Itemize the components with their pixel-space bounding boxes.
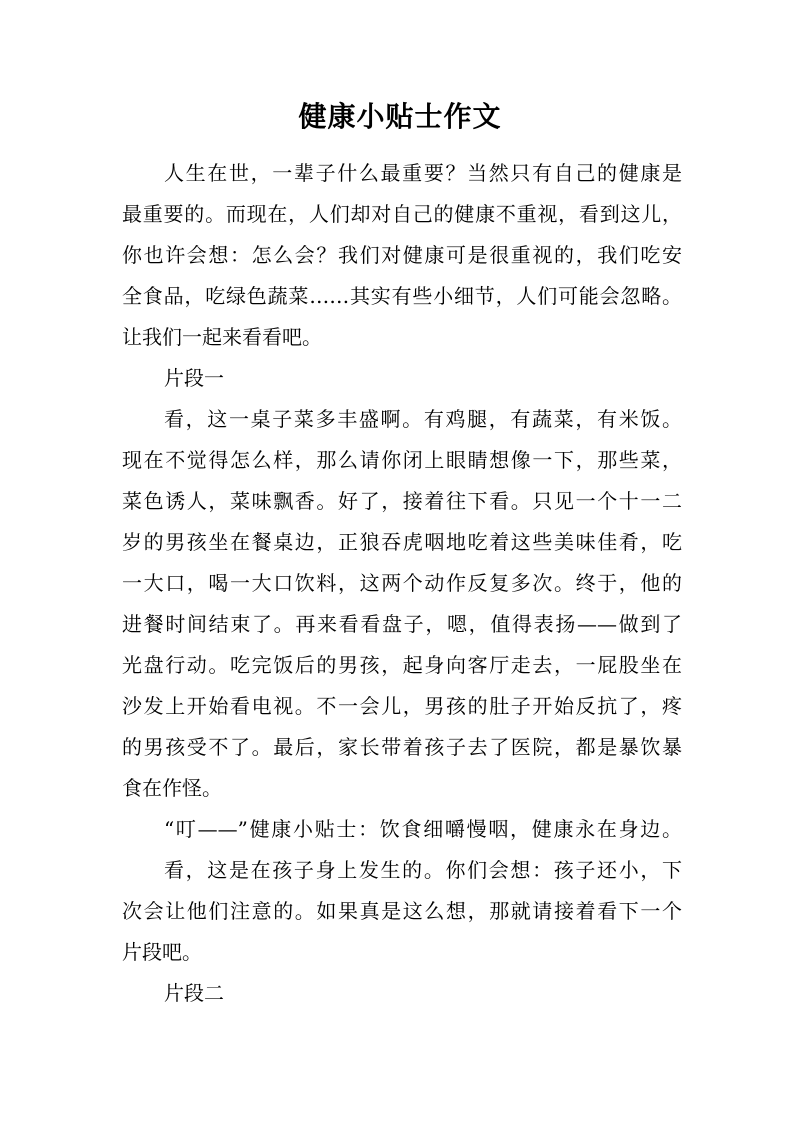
document-body <box>122 153 682 1014</box>
section-heading: 片段一 <box>164 366 224 390</box>
text-line: 菜色诱人，菜味飘香。好了，接着往下看。只见一个十一二 <box>122 489 682 513</box>
text-line: 岁的男孩坐在餐桌边，正狼吞虎咽地吃着这些美味佳肴，吃 <box>122 530 682 554</box>
document-title: 健康小贴士作文 <box>298 100 502 133</box>
text-line: 全食品，吃绿色蔬菜……其实有些小细节，人们可能会忽略。 <box>122 284 682 308</box>
text-line: 你也许会想：怎么会？我们对健康可是很重视的，我们吃安 <box>122 243 682 267</box>
text-line: 光盘行动。吃完饭后的男孩，起身向客厅走去，一屁股坐在 <box>122 653 682 677</box>
text-line: 让我们一起来看看吧。 <box>122 325 322 349</box>
text-line: 次会让他们注意的。如果真是这么想，那就请接着看下一个 <box>122 899 682 923</box>
text-line: 沙发上开始看电视。不一会儿，男孩的肚子开始反抗了，疼 <box>122 694 682 718</box>
text-line: 人生在世，一辈子什么最重要？当然只有自己的健康是 <box>164 161 682 185</box>
text-line: 的男孩受不了。最后，家长带着孩子去了医院，都是暴饮暴 <box>122 735 682 759</box>
text-line: 看，这是在孩子身上发生的。你们会想：孩子还小，下 <box>164 858 682 882</box>
health-tip-line: “叮——”健康小贴士：饮食细嚼慢咽，健康永在身边。 <box>164 817 682 841</box>
text-line: 最重要的。而现在，人们却对自己的健康不重视，看到这儿， <box>122 202 682 226</box>
text-line: 一大口，喝一大口饮料，这两个动作反复多次。终于，他的 <box>122 571 682 595</box>
text-line: 看，这一桌子菜多丰盛啊。有鸡腿，有蔬菜，有米饭。 <box>164 407 682 431</box>
section-heading: 片段二 <box>164 981 224 1005</box>
text-line: 片段吧。 <box>122 940 202 964</box>
text-line: 食在作怪。 <box>122 776 222 800</box>
text-line: 现在不觉得怎么样，那么请你闭上眼睛想像一下，那些菜， <box>122 448 682 472</box>
text-line: 进餐时间结束了。再来看看盘子，嗯，值得表扬——做到了 <box>122 612 682 636</box>
